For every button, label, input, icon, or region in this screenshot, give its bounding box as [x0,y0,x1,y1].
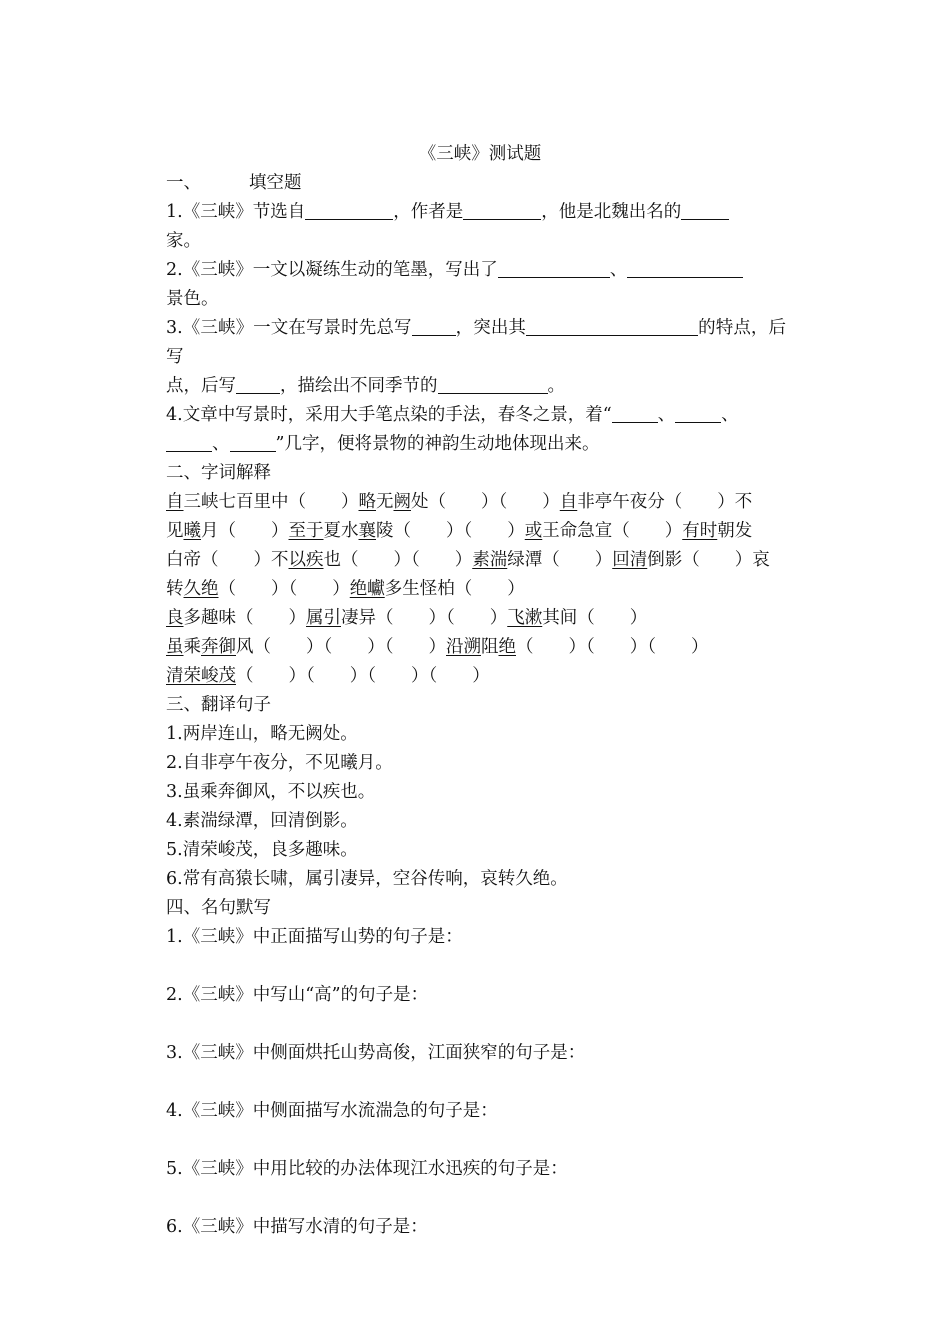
section-heading-vocab: 二、字词解释 [166,463,271,483]
answer-blank[interactable] [412,317,456,336]
vocab-line-5: 良多趣味（ ）属引凄异（ ）（ ）飞漱其间（ ） [166,608,648,628]
translate-item: 4.素湍绿潭，回清倒影。 [166,811,358,831]
section-heading-recite: 四、名句默写 [166,898,271,918]
recite-item: 5.《三峡》中用比较的办法体现江水迅疾的句子是： [166,1159,568,1179]
answer-blank[interactable] [675,404,721,423]
recite-item: 3.《三峡》中侧面烘托山势高俊，江面狭窄的句子是： [166,1043,586,1063]
page-title: 《三峡》测试题 [418,144,542,164]
translate-item: 5.清荣峻茂，良多趣味。 [166,840,358,860]
section-heading-translate: 三、翻译句子 [166,695,271,715]
vocab-line-6: 虽乘奔御风（ ）（ ）（ ）沿溯阻绝（ ）（ ）（ ） [166,637,709,657]
document-page [166,140,786,1242]
vocab-line-2: 见曦月（ ）至于夏水襄陵（ ）（ ）或王命急宣（ ）有时朝发 [166,521,753,541]
translate-item: 1.两岸连山，略无阙处。 [166,724,358,744]
question-4: 4.文章中写景时，采用大手笔点染的手法，春冬之景，着“ 、 、 、 ”几字，便将景物的神韵生动地体现出来。 [166,405,739,454]
question-2: 2.《三峡》一文以凝练生动的笔墨，写出了 、 景色。 [166,256,786,314]
answer-blank[interactable] [438,375,548,394]
answer-blank[interactable] [230,433,276,452]
question-3: 3.《三峡》一文在写景时先总写 ，突出其 的特点，后写 点，后写 ，描绘出不同季节的 。 [166,318,787,396]
recite-item: 2.《三峡》中写山“高”的句子是： [166,985,429,1005]
vocab-line-3: 白帝（ ）不以疾也（ ）（ ）素湍绿潭（ ）回清倒影（ ）哀 [166,550,770,570]
answer-blank[interactable] [526,317,698,336]
vocab-line-4: 转久绝（ ）（ ）绝巘多生怪柏（ ） [166,579,525,599]
answer-blank[interactable] [681,201,729,220]
answer-blank[interactable] [166,433,212,452]
answer-blank[interactable] [612,404,658,423]
vocab-line-1: 自三峡七百里中（ ）略无阙处（ ）（ ）自非亭午夜分（ ）不 [166,492,753,512]
recite-item: 4.《三峡》中侧面描写水流湍急的句子是： [166,1101,498,1121]
section-heading-fill-blank: 一、 填空题 [166,173,302,193]
recite-item: 6.《三峡》中描写水清的句子是： [166,1217,428,1237]
answer-blank[interactable] [627,259,743,278]
translate-item: 6.常有高猿长啸，属引凄异，空谷传响，哀转久绝。 [166,869,568,889]
answer-blank[interactable] [305,201,393,220]
question-1: 1.《三峡》节选自 ，作者是 ，他是北魏出名的 家。 [166,198,786,256]
translate-item: 3.虽乘奔御风，不以疾也。 [166,782,376,802]
vocab-line-7: 清荣峻茂（ ）（ ）（ ）（ ） [166,666,490,686]
answer-blank[interactable] [463,201,541,220]
recite-item: 1.《三峡》中正面描写山势的句子是： [166,927,463,947]
answer-blank[interactable] [498,259,610,278]
translate-item: 2.自非亭午夜分，不见曦月。 [166,753,393,773]
answer-blank[interactable] [236,375,280,394]
